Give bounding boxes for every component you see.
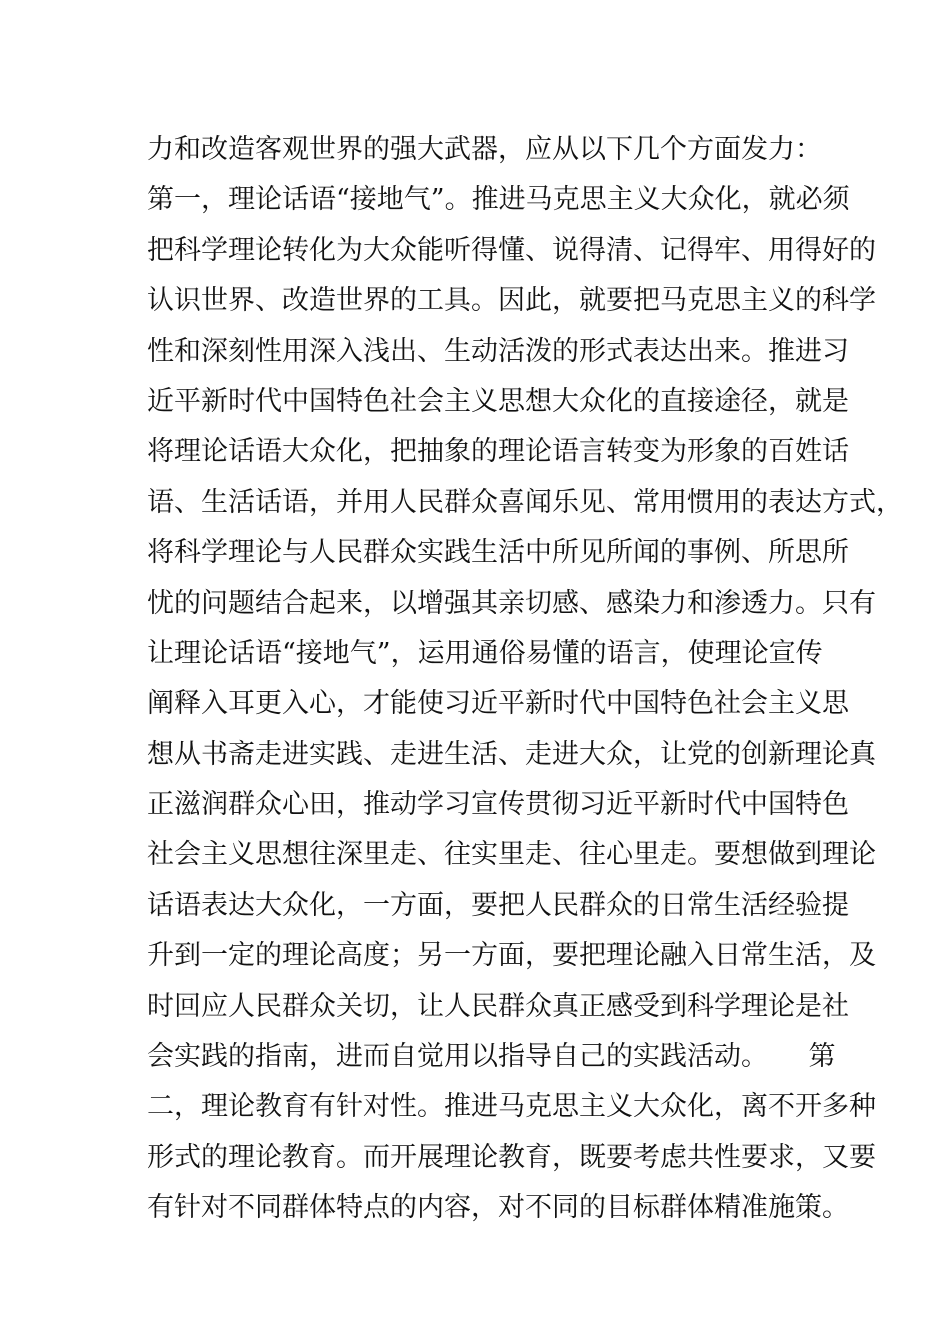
text-line: 认识世界、改造世界的工具。因此，就要把马克思主义的科学: [147, 285, 876, 317]
text-line: 形式的理论教育。而开展理论教育，既要考虑共性要求，又要: [147, 1141, 876, 1173]
text-line: 话语表达大众化，一方面，要把人民群众的日常生活经验提: [147, 889, 849, 921]
text-line: 语、生活话语，并用人民群众喜闻乐见、常用惯用的表达方式，: [147, 486, 903, 518]
text-line: 升到一定的理论高度；另一方面，要把理论融入日常生活，及: [147, 940, 876, 972]
text-line: 有针对不同群体特点的内容，对不同的目标群体精准施策。: [147, 1192, 849, 1224]
text-line: 将科学理论与人民群众实践生活中所见所闻的事例、所思所: [147, 537, 849, 569]
text-line: 阐释入耳更入心，才能使习近平新时代中国特色社会主义思: [147, 688, 849, 720]
text-line: 社会主义思想往深里走、往实里走、往心里走。要想做到理论: [147, 839, 876, 871]
text-line: 时回应人民群众关切，让人民群众真正感受到科学理论是社: [147, 990, 849, 1022]
text-line: 性和深刻性用深入浅出、生动活泼的形式表达出来。推进习: [147, 335, 849, 367]
text-line: 二，理论教育有针对性。推进马克思主义大众化，离不开多种: [147, 1091, 876, 1123]
body-text: [147, 125, 903, 1234]
text-line: 将理论话语大众化，把抽象的理论语言转变为形象的百姓话: [147, 436, 849, 468]
text-line: 第一，理论话语“接地气”。推进马克思主义大众化，就必须: [147, 184, 850, 216]
text-line: 让理论话语“接地气”，运用通俗易懂的语言，使理论宣传: [147, 637, 823, 669]
text-line: 会实践的指南，进而自觉用以指导自己的实践活动。 第: [147, 1041, 836, 1073]
text-line: 力和改造客观世界的强大武器，应从以下几个方面发力：: [147, 134, 822, 165]
text-line: 想从书斋走进实践、走进生活、走进大众，让党的创新理论真: [147, 738, 876, 770]
text-line: 把科学理论转化为大众能听得懂、说得清、记得牢、用得好的: [147, 234, 876, 266]
text-line: 近平新时代中国特色社会主义思想大众化的直接途径，就是: [147, 385, 849, 417]
text-line: 正滋润群众心田，推动学习宣传贯彻习近平新时代中国特色: [147, 789, 849, 821]
text-line: 忧的问题结合起来，以增强其亲切感、感染力和渗透力。只有: [147, 587, 876, 619]
